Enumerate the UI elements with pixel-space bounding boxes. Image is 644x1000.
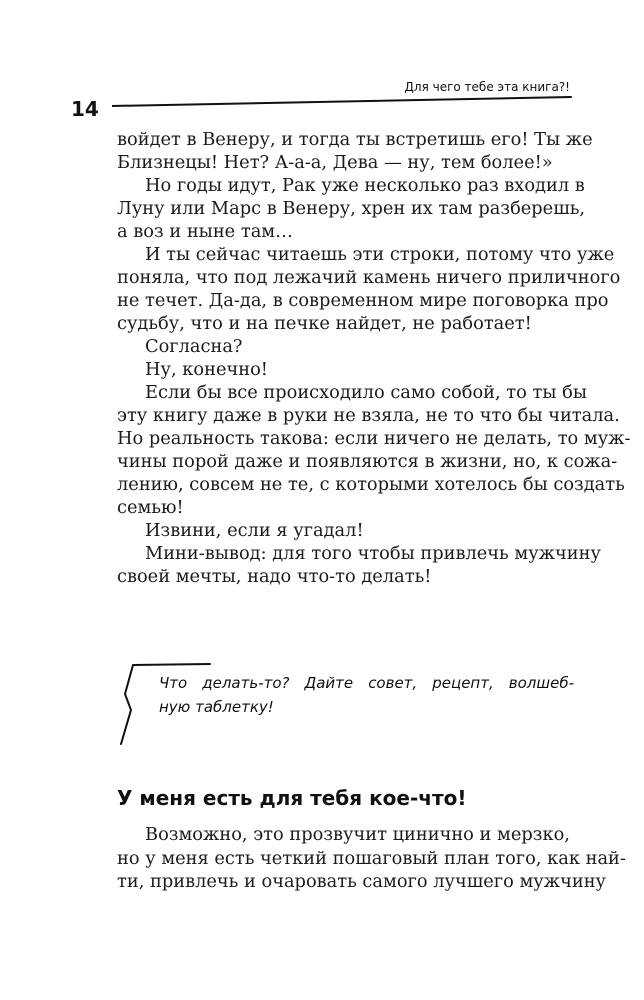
paragraph-3	[117, 243, 621, 335]
text-line: семью!	[117, 497, 184, 518]
paragraph-4	[117, 335, 567, 358]
text-line: войдет в Венеру, и тогда ты встретишь его! Ты же	[117, 129, 593, 150]
text-line: поняла, что под лежачий камень ничего приличного	[117, 267, 621, 288]
paragraph-7	[117, 519, 567, 542]
text-line: Если бы все происходило само собой, то ты бы	[145, 382, 587, 403]
text-line: Согласна?	[145, 336, 243, 357]
text-line: Возможно, это прозвучит цинично и мерзко,	[145, 824, 570, 845]
paragraph-9	[117, 823, 626, 894]
callout-line: Что делать-то? Дайте совет, рецепт, волшеб-	[159, 674, 574, 692]
running-head: Для чего тебе эта книга?!	[404, 80, 570, 94]
text-line: лению, совсем не те, с которыми хотелось бы создать	[117, 474, 625, 495]
text-line: И ты сейчас читаешь эти строки, потому что уже	[145, 244, 615, 265]
text-line: Ну, конечно!	[145, 359, 268, 380]
text-line: чины порой даже и появляются в жизни, но, к сожа-	[117, 451, 618, 472]
text-line: своей мечты, надо что-то делать!	[117, 566, 432, 587]
text-line: Но годы идут, Рак уже несколько раз входил в	[145, 175, 585, 196]
text-line: эту книгу даже в руки не взяла, не то что бы читала.	[117, 405, 620, 426]
text-line: ти, привлечь и очаровать самого лучшего мужчину	[117, 871, 607, 892]
text-line: Но реальность такова: если ничего не делать, то муж-	[117, 428, 631, 449]
paragraph-6	[117, 381, 631, 519]
paragraph-2	[117, 174, 586, 243]
text-line: не течет. Да-да, в современном мире поговорка про	[117, 290, 609, 311]
callout-line: ную таблетку!	[159, 698, 274, 716]
callout-text	[159, 671, 574, 719]
header-rule	[112, 94, 572, 116]
text-line: судьбу, что и на печке найдет, не работает!	[117, 313, 532, 334]
section-heading: У меня есть для тебя кое-что!	[117, 786, 467, 810]
paragraph-5	[117, 358, 567, 381]
body-text	[117, 128, 631, 588]
text-line: Луну или Марс в Венеру, хрен их там разберешь,	[117, 198, 586, 219]
paragraph-8	[117, 542, 601, 588]
question-callout	[115, 660, 575, 750]
paragraph-1	[117, 128, 593, 174]
page-number: 14	[71, 97, 99, 121]
text-line: Близнецы! Нет? А-а-а, Дева — ну, тем более!»	[117, 152, 553, 173]
text-line: а воз и ныне там…	[117, 221, 293, 242]
text-line: Извини, если я угадал!	[145, 520, 364, 541]
text-line: Мини-вывод: для того чтобы привлечь мужчину	[145, 543, 601, 564]
text-line: но у меня есть четкий пошаговый план того, как най-	[117, 847, 626, 869]
section-body-text	[117, 823, 626, 894]
